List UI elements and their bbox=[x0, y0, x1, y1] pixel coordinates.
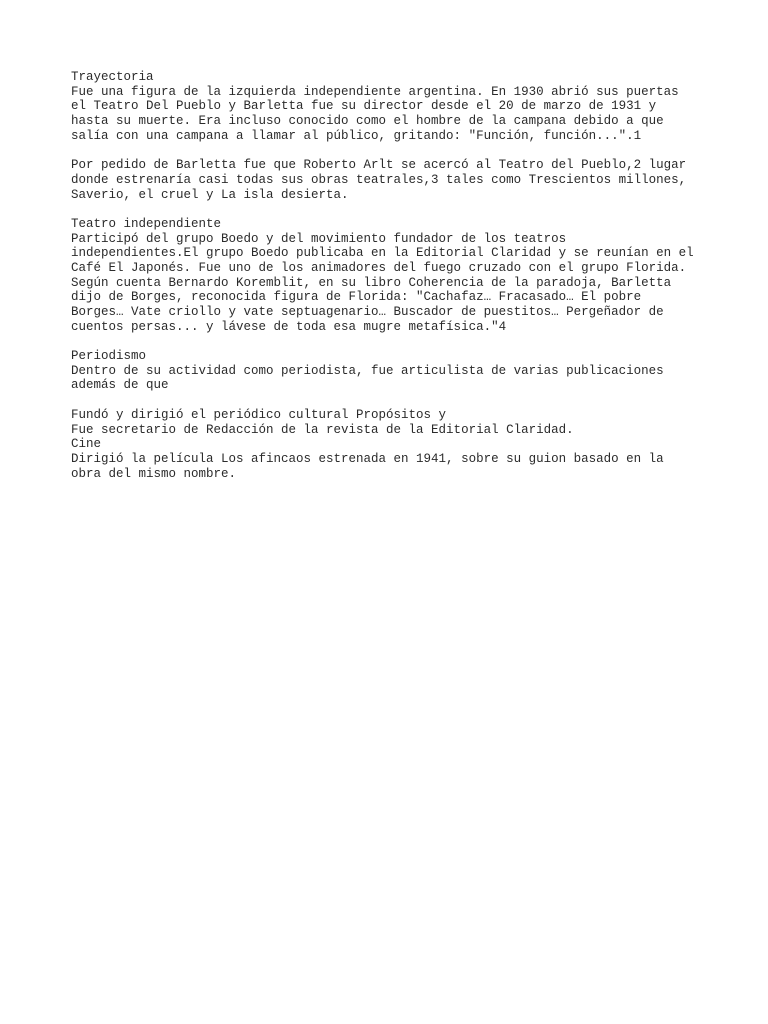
paragraph-line: obra del mismo nombre. bbox=[71, 466, 237, 481]
paragraph-line: Saverio, el cruel y La isla desierta. bbox=[71, 187, 349, 202]
paragraph-line: Participó del grupo Boedo y del movimiento fundador de los teatros bbox=[71, 231, 567, 246]
section-teatro-independiente bbox=[71, 217, 711, 335]
paragraph-line: Café El Japonés. Fue uno de los animadores del fuego cruzado con el grupo Florida. bbox=[71, 260, 687, 275]
document-page bbox=[71, 70, 711, 481]
paragraph-spacer bbox=[71, 143, 711, 158]
paragraph-line: Según cuenta Bernardo Koremblit, en su libro Coherencia de la paradoja, Barletta bbox=[71, 275, 672, 290]
section-heading: Periodismo bbox=[71, 349, 147, 364]
paragraph-line: además de que bbox=[71, 378, 169, 393]
paragraph-line: Fue secretario de Redacción de la revista de la Editorial Claridad. bbox=[71, 422, 574, 437]
paragraph-line: Borges… Vate criollo y vate septuagenario… Buscador de puestitos… Pergeñador de bbox=[71, 305, 664, 319]
section-arlt-paragraph bbox=[71, 158, 711, 202]
section-heading: Teatro independiente bbox=[71, 216, 222, 231]
paragraph-line: salía con una campana a llamar al público, gritando: "Función, función...".1 bbox=[71, 128, 642, 143]
section-trayectoria bbox=[71, 70, 711, 143]
paragraph-line: Fundó y dirigió el periódico cultural Propósitos y bbox=[71, 407, 447, 422]
paragraph-line: donde estrenaría casi todas sus obras teatrales,3 tales como Trescientos millones, bbox=[71, 172, 687, 187]
paragraph-line: Por pedido de Barletta fue que Roberto Arlt se acercó al Teatro del Pueblo,2 lugar bbox=[71, 158, 687, 173]
paragraph-line: Fue una figura de la izquierda independiente argentina. En 1930 abrió sus puertas bbox=[71, 84, 679, 99]
paragraph-line: Dirigió la película Los afincaos estrenada en 1941, sobre su guion basado en la bbox=[71, 451, 664, 466]
paragraph-line: independientes.El grupo Boedo publicaba en la Editorial Claridad y se reunían en el bbox=[71, 246, 694, 261]
paragraph-line: el Teatro Del Pueblo y Barletta fue su director desde el 20 de marzo de 1931 y bbox=[71, 99, 657, 114]
section-heading: Trayectoria bbox=[71, 70, 154, 84]
paragraph-line: dijo de Borges, reconocida figura de Florida: "Cachafaz… Fracasado… El pobre bbox=[71, 290, 642, 305]
paragraph-spacer bbox=[71, 202, 711, 217]
paragraph-spacer bbox=[71, 393, 711, 408]
section-periodismo bbox=[71, 349, 711, 393]
paragraph-spacer bbox=[71, 334, 711, 349]
paragraph-line: cuentos persas... y lávese de toda esa mugre metafísica."4 bbox=[71, 319, 507, 334]
paragraph-line: Dentro de su actividad como periodista, fue articulista de varias publicaciones bbox=[71, 363, 664, 378]
section-heading: Cine bbox=[71, 437, 102, 452]
section-propositos-cine bbox=[71, 408, 711, 481]
paragraph-line: hasta su muerte. Era incluso conocido como el hombre de la campana debido a que bbox=[71, 114, 664, 129]
